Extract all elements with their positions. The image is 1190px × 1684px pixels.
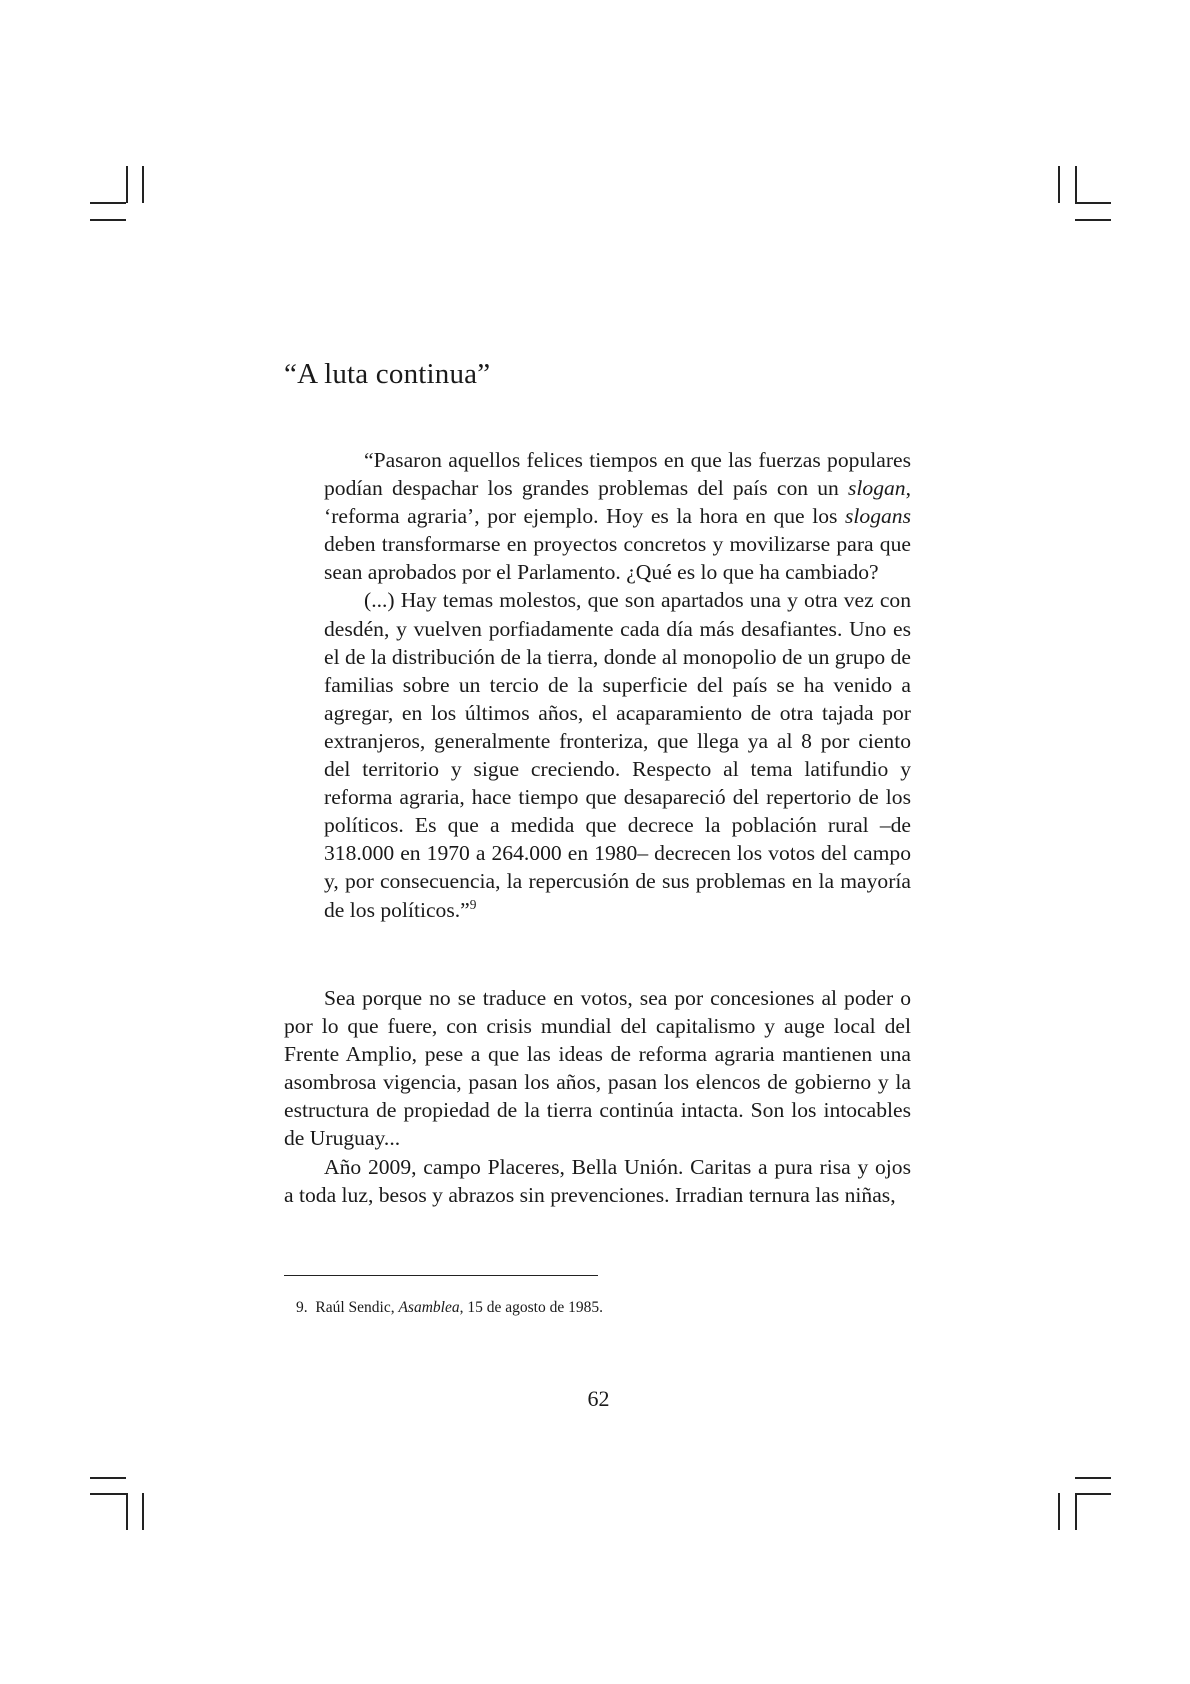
page-number: 62 — [587, 1386, 610, 1411]
crop-mark — [90, 1493, 126, 1495]
body-paragraph: Sea porque no se traduce en votos, sea por concesiones al poder o por lo que fuere, con crisis mundial del capitalismo y auge local del Frente Amplio, pese a que las ideas de reforma agraria mantienen una asombrosa vigencia, pasan los años, pasan los elencos de gobierno y la estructura de propiedad de la tierra continúa intacta. Son los intocables de Uruguay... — [284, 986, 911, 1151]
footnote-reference: 9 — [469, 896, 477, 912]
quote-paragraph: “Pasaron aquellos felices tiempos en que las fuerzas populares podían despachar los grandes problemas del país con un slogan, ‘reforma agraria’, por ejemplo. Hoy es la hora en que los slogans deben transformarse en proyectos concretos y movilizarse para que sean aprobados por el Parlamento. ¿Qué es lo que ha cambiado? — [324, 448, 911, 585]
crop-mark — [142, 1493, 144, 1530]
chapter-title: “A luta continua” — [284, 358, 491, 390]
footnote-source: Asamblea — [398, 1299, 460, 1316]
crop-mark — [90, 1477, 126, 1479]
crop-mark — [126, 1493, 128, 1530]
crop-mark — [142, 166, 144, 203]
crop-mark — [1075, 219, 1111, 221]
footnote: 9. Raúl Sendic, Asamblea, 15 de agosto de 1985. — [296, 1299, 603, 1316]
crop-mark — [1075, 166, 1077, 203]
crop-mark — [1075, 1493, 1077, 1530]
crop-mark — [126, 166, 128, 203]
body-text — [284, 984, 911, 1209]
crop-mark — [1075, 202, 1111, 204]
italic-term: slogans — [845, 504, 911, 529]
crop-mark — [1058, 166, 1060, 203]
body-paragraph: Año 2009, campo Placeres, Bella Unión. Caritas a pura risa y ojos a toda luz, besos y abrazos sin prevenciones. Irradian ternura las niñas, — [284, 1154, 911, 1207]
italic-term: slogan — [848, 476, 906, 501]
crop-mark — [1058, 1493, 1060, 1530]
quote-paragraph: (...) Hay temas molestos, que son apartados una y otra vez con desdén, y vuelven porfiadamente cada día más desafiantes. Uno es el de la distribución de la tierra, donde al monopolio de un grupo de familias sobre un tercio de la superficie del país se ha venido a agregar, en los últimos años, el acaparamiento de otra tajada por extranjeros, generalmente fronteriza, que llega ya al 8 por ciento del territorio y sigue creciendo. Respecto al tema latifundio y reforma agraria, hace tiempo que desapareció del repertorio de los políticos. Es que a medida que decrece la población rural –de 318.000 en 1970 a 264.000 en 1980– decrecen los votos del campo y, por consecuencia, la repercusión de sus problemas en la mayoría de los políticos.”$^9$ — [324, 588, 911, 922]
crop-mark — [1075, 1477, 1111, 1479]
footnote-separator — [284, 1275, 598, 1276]
crop-mark — [90, 202, 126, 204]
footnote-number: 9. — [296, 1299, 308, 1316]
block-quote — [324, 446, 911, 924]
crop-mark — [90, 219, 126, 221]
crop-mark — [1075, 1493, 1111, 1495]
